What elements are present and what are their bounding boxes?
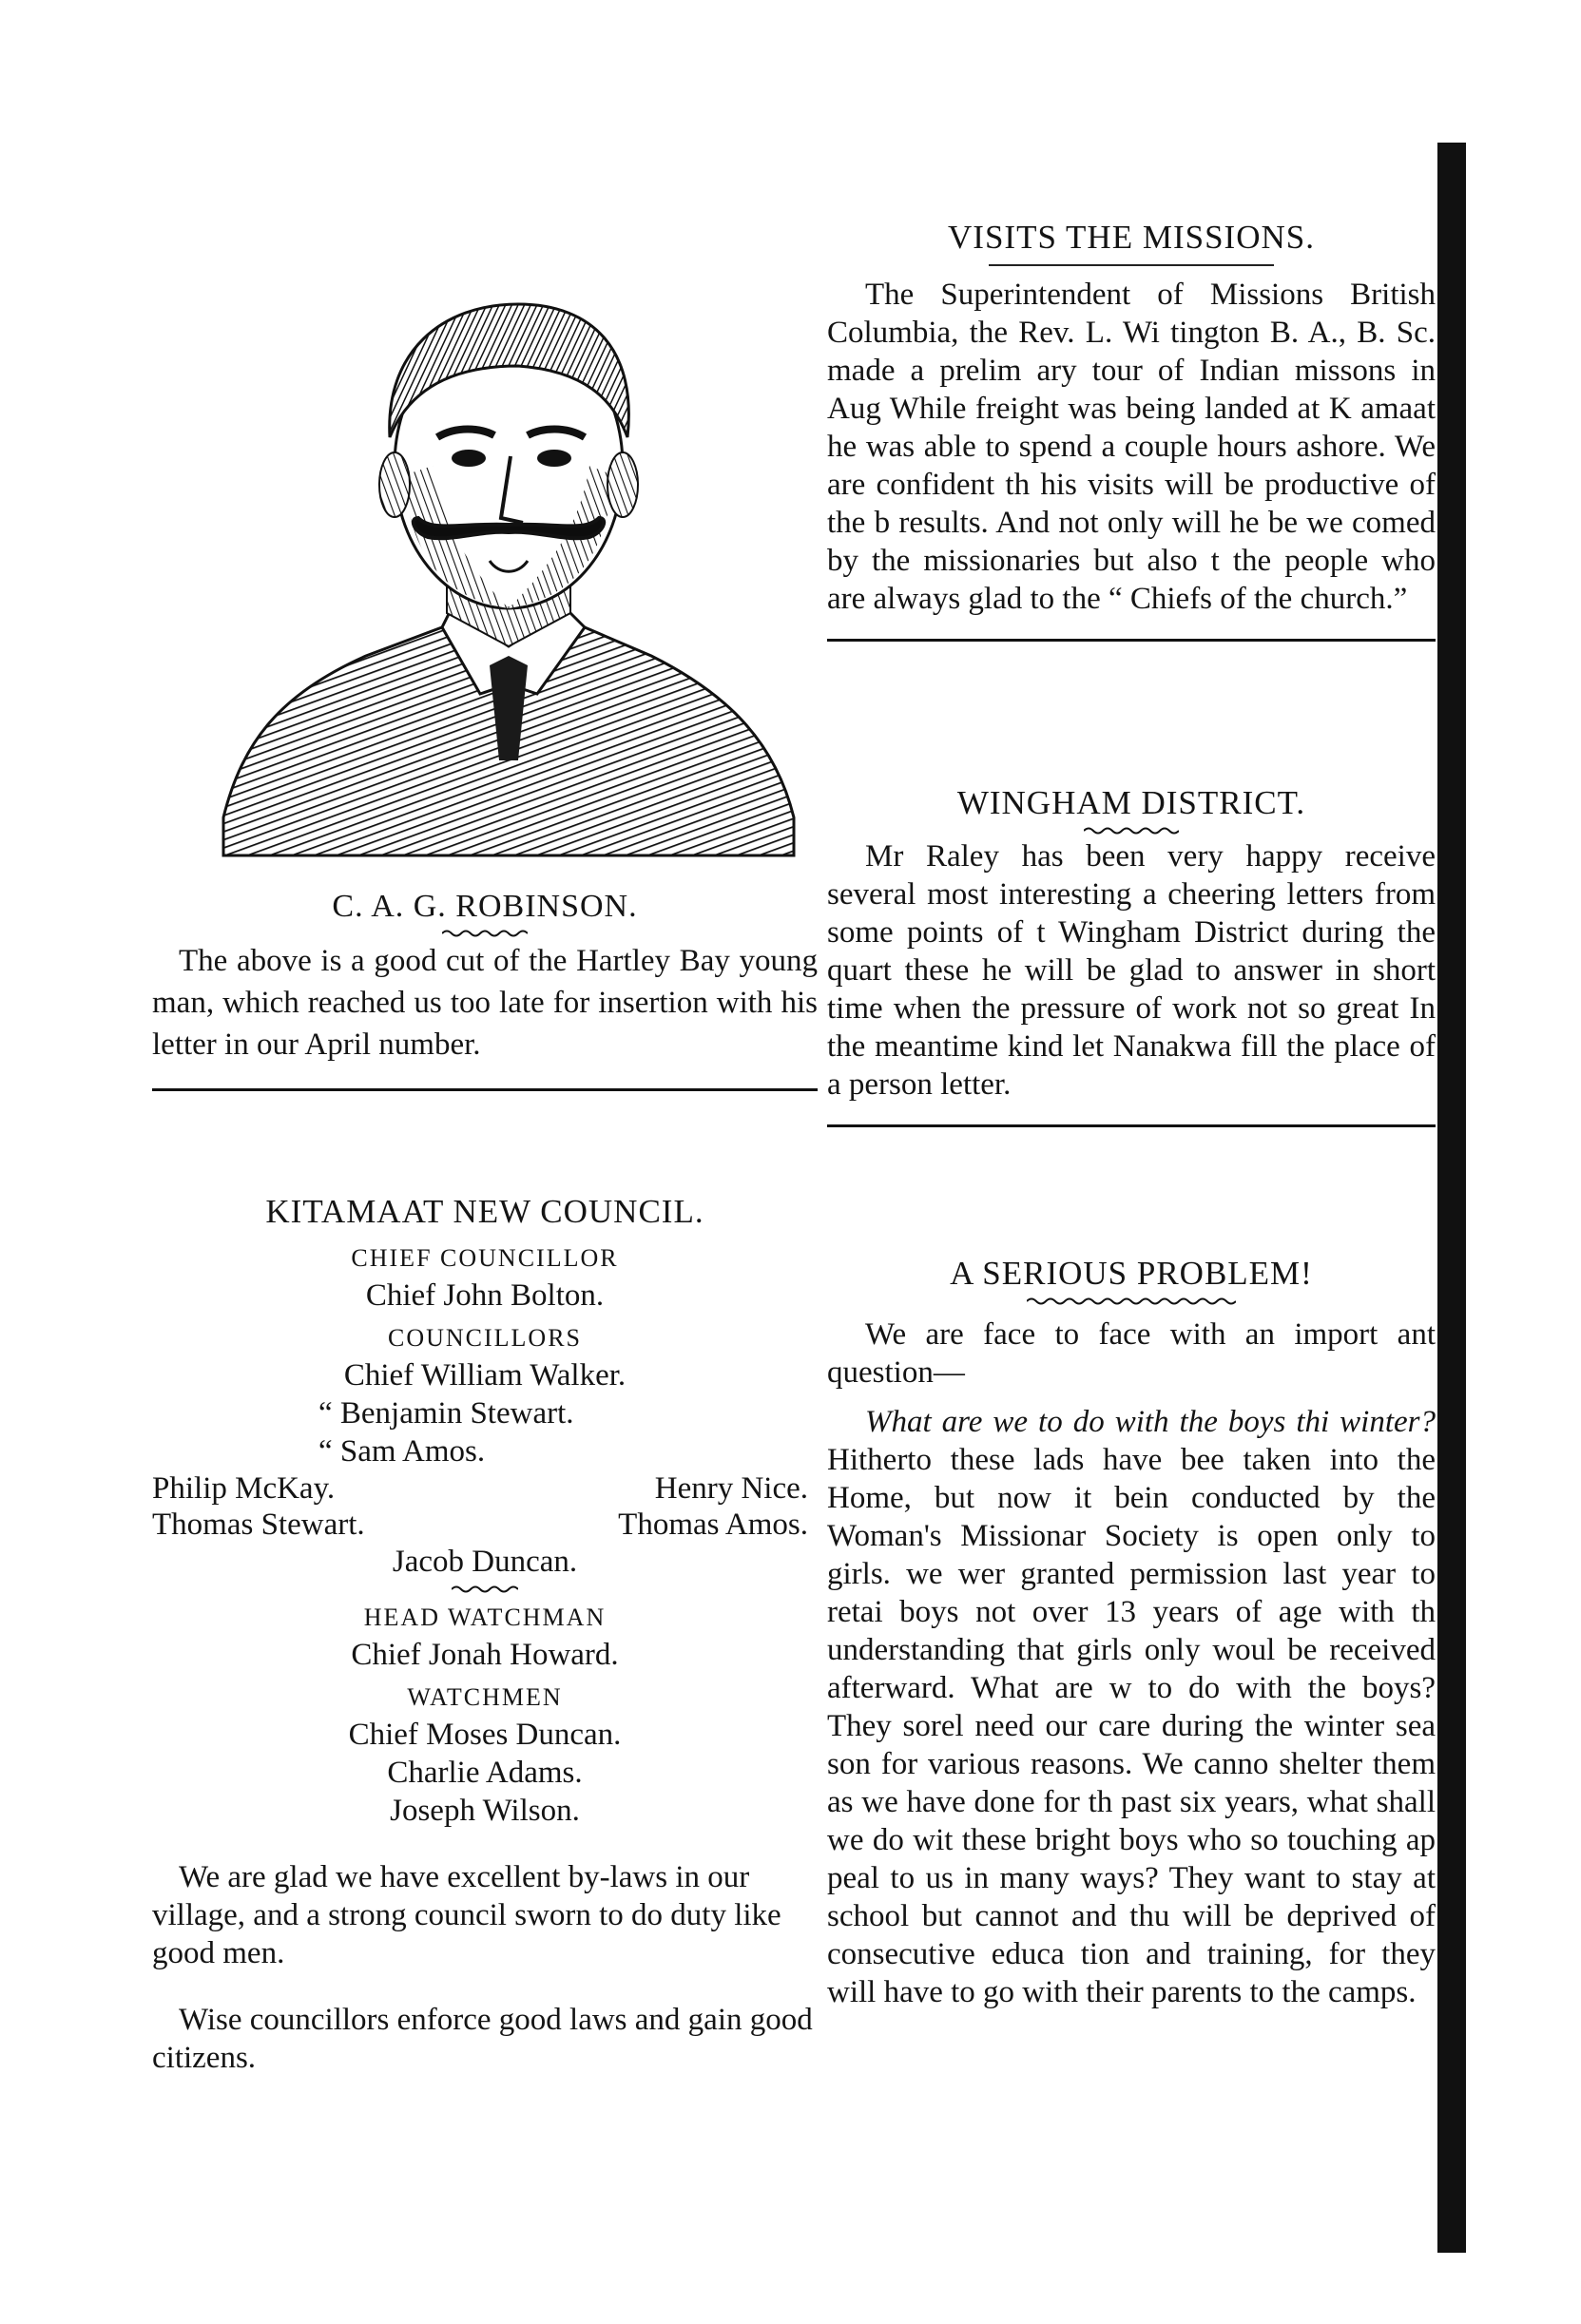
council-paragraph: Wise councillors enforce good laws and gain good citizens. <box>152 2003 813 2075</box>
section-divider <box>827 639 1436 642</box>
councillor-pair-row <box>152 1507 818 1543</box>
councillor-name: Henry Nice. <box>654 1471 808 1506</box>
council-title: KITAMAAT NEW COUNCIL. <box>265 1193 704 1230</box>
chief-councillor-label: CHIEF COUNCILLOR <box>351 1244 619 1272</box>
watchman-name: Chief Moses Duncan. <box>348 1718 622 1752</box>
problem-section <box>827 1255 1436 2011</box>
councillor-main: Chief William Walker. <box>343 1358 627 1392</box>
head-watchman-name: Chief Jonah Howard. <box>351 1638 619 1672</box>
problem-title: A SERIOUS PROBLEM! <box>950 1255 1313 1292</box>
portrait-caption-text: The above is a good cut of the Hartley Bay young man, which reached us too late for insertion with his letter in our April number. <box>152 944 818 1062</box>
visits-title: VISITS THE MISSIONS. <box>948 219 1315 256</box>
squiggle-ornament <box>442 929 528 938</box>
page-edge-bar <box>1437 143 1466 2253</box>
councillor-pair-row <box>152 1470 818 1507</box>
wingham-title: WINGHAM DISTRICT. <box>956 784 1306 821</box>
problem-text: Hitherto these lads have bee taken into the Home, but now it bein conducted by the Woman's Missionar Society is open only to girls. we wer granted permission last year to retai boys not over 13 years of age with th understanding that girls only woul be received afterward. What are w to do with the boys? They sorel need our care during the winter sea son for various reasons. We canno shelter them as we have done for th past six years, what shall we do wit these bright boys who so touching ap peal to us in many ways? They want to stay at school but cannot and thu will be deprived of consecutive educa tion and training, for they will have to go with their parents to the camps. <box>827 1443 1436 2009</box>
councillor-name: Thomas Amos. <box>618 1508 808 1542</box>
councillor-last: Jacob Duncan. <box>392 1545 578 1579</box>
section-divider <box>152 1088 818 1091</box>
councillor-ditto: “ Sam Amos. <box>318 1434 486 1469</box>
portrait-engraving <box>204 247 813 874</box>
council-paragraph: We are glad we have excellent by-laws in our village, and a strong council sworn to do duty like good men. <box>152 1860 781 1970</box>
problem-body <box>827 1403 1436 2011</box>
portrait-caption-block <box>152 889 818 1114</box>
chief-councillor-name: Chief John Bolton. <box>365 1278 605 1313</box>
visits-text: The Superintendent of Missions British Columbia, the Rev. L. Wi tington B. A., B. Sc. made a prelim ary tour of Indian missons in Aug While freight was being landed at K amaat he was able to spend a couple hours ashore. We are confident th his visits will be productive of the b results. And not only will he be we comed by the missionaries but also t the people who are always glad to the “ Chiefs of the church.” <box>827 278 1436 616</box>
council-section <box>152 1193 818 2077</box>
councillors-label: COUNCILLORS <box>387 1324 582 1352</box>
title-underline <box>989 264 1274 266</box>
squiggle-ornament <box>452 1585 518 1594</box>
squiggle-ornament <box>1027 1296 1236 1306</box>
wingham-section <box>827 784 1436 1144</box>
watchman-name: Joseph Wilson. <box>390 1794 580 1828</box>
problem-intro: We are face to face with an import ant question— <box>827 1317 1436 1390</box>
portrait-caption-title: C. A. G. ROBINSON. <box>332 889 638 924</box>
problem-question: What are we to do with the boys thi winter? <box>865 1405 1436 1439</box>
watchman-name: Charlie Adams. <box>387 1756 583 1790</box>
watchmen-label: WATCHMEN <box>407 1683 563 1711</box>
wingham-text: Mr Raley has been very happy receive several most interesting a cheering letters from some points of t Wingham District during the quart these he will be glad to answer in short time when the pressure of work not so great In the meantime kind let Nanakwa fill the place of a person letter. <box>827 839 1436 1102</box>
squiggle-ornament <box>1084 826 1179 835</box>
councillor-ditto: “ Benjamin Stewart. <box>318 1396 574 1431</box>
head-watchman-label: HEAD WATCHMAN <box>363 1604 607 1631</box>
councillor-name: Philip McKay. <box>152 1471 336 1506</box>
councillor-name: Thomas Stewart. <box>152 1508 365 1542</box>
visits-section <box>827 219 1436 659</box>
section-divider <box>827 1124 1436 1127</box>
